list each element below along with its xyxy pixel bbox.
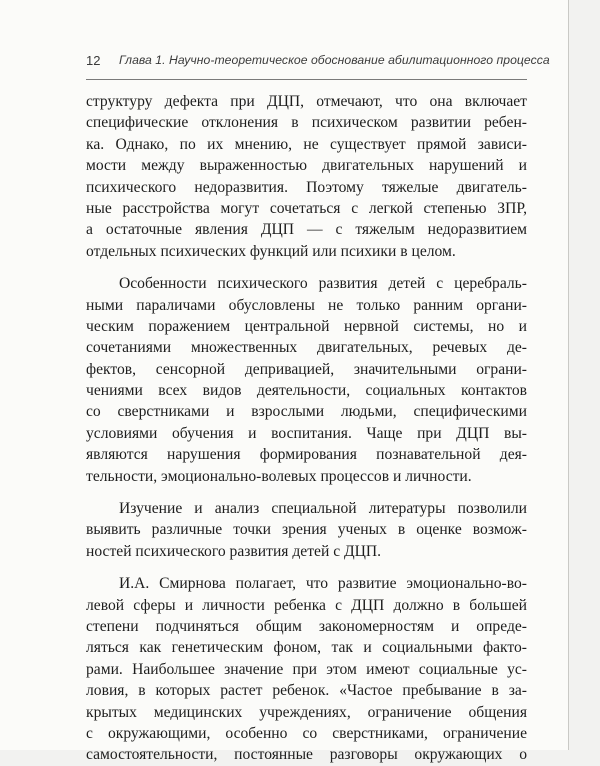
text-line: отдельных психических функций или психики в целом.: [86, 242, 456, 260]
text-line: сочетаниями множественных двигательных, речевых де-: [86, 339, 527, 357]
body-text: [86, 91, 527, 766]
text-line: выявить различные точки зрения ученых в оценке возмож-: [86, 521, 527, 539]
text-line: рами. Наибольшее значение при этом имеют социальные ус-: [86, 660, 527, 678]
text-line: специфические отклонения в психическом развитии ребен-: [86, 114, 527, 132]
text-line: ческим поражением центральной нервной системы, но и: [86, 317, 527, 335]
text-line: мости между выраженностью двигательных нарушений и: [86, 157, 527, 175]
text-line: крытых медицинских учреждениях, ограничение общения: [86, 703, 527, 721]
text-line: ные расстройства могут сочетаться с легкой степенью ЗПР,: [86, 199, 527, 217]
text-line: являются нарушения формирования познавательной дея-: [86, 446, 527, 464]
text-line: самостоятельности, постоянные разговоры окружающих о: [86, 746, 527, 764]
text-line: ными параличами обусловлены не только ранним органи-: [86, 296, 527, 314]
paragraph-gap: [86, 487, 527, 498]
text-line: психического недоразвития. Поэтому тяжелые двигатель-: [86, 178, 527, 196]
header-divider: [86, 79, 527, 80]
text-line: чениями всех видов деятельности, социальных контактов: [86, 382, 527, 400]
text-line: Особенности психического развития детей с церебраль-: [119, 275, 527, 293]
text-line: ляться как генетическим фоном, так и социальными факто-: [86, 639, 527, 657]
page-number: 12: [86, 53, 101, 68]
text-line: степени подчиняться общим закономерностям и опреде-: [86, 617, 527, 635]
text-line: левой сферы и личности ребенка с ДЦП должно в большей: [86, 596, 527, 614]
paragraph-gap: [86, 562, 527, 573]
text-line: тельности, эмоционально-волевых процессов и личности.: [86, 467, 472, 485]
text-line: И.А. Смирнова полагает, что развитие эмоционально-во-: [119, 575, 527, 593]
text-line: структуру дефекта при ДЦП, отмечают, что она включает: [86, 93, 527, 110]
text-line: со сверстниками и взрослыми людьми, специфическими: [86, 403, 527, 421]
text-line: а остаточные явления ДЦП — с тяжелым недоразвитием: [86, 221, 527, 239]
text-line: с окружающими, особенно со сверстниками, ограничение: [86, 724, 527, 742]
running-chapter-title: Глава 1. Научно-теоретическое обоснование абилитационного процесса: [119, 53, 550, 67]
paragraph-gap: [86, 262, 527, 273]
text-line: условиями обучения и воспитания. Чаще при ДЦП вы-: [86, 424, 527, 442]
text-line: ка. Однако, по их мнению, не существует прямой зависи-: [86, 135, 527, 153]
page-edge-shadow: [568, 0, 569, 750]
page-header: [86, 52, 550, 72]
text-line: ловия, в которых растет ребенок. «Частое пребывание в за-: [86, 682, 527, 700]
text-line: фектов, сенсорной депривацией, значительными ограни-: [86, 360, 527, 378]
text-line: Изучение и анализ специальной литературы позволили: [119, 500, 527, 518]
text-line: ностей психического развития детей с ДЦП.: [86, 542, 382, 560]
